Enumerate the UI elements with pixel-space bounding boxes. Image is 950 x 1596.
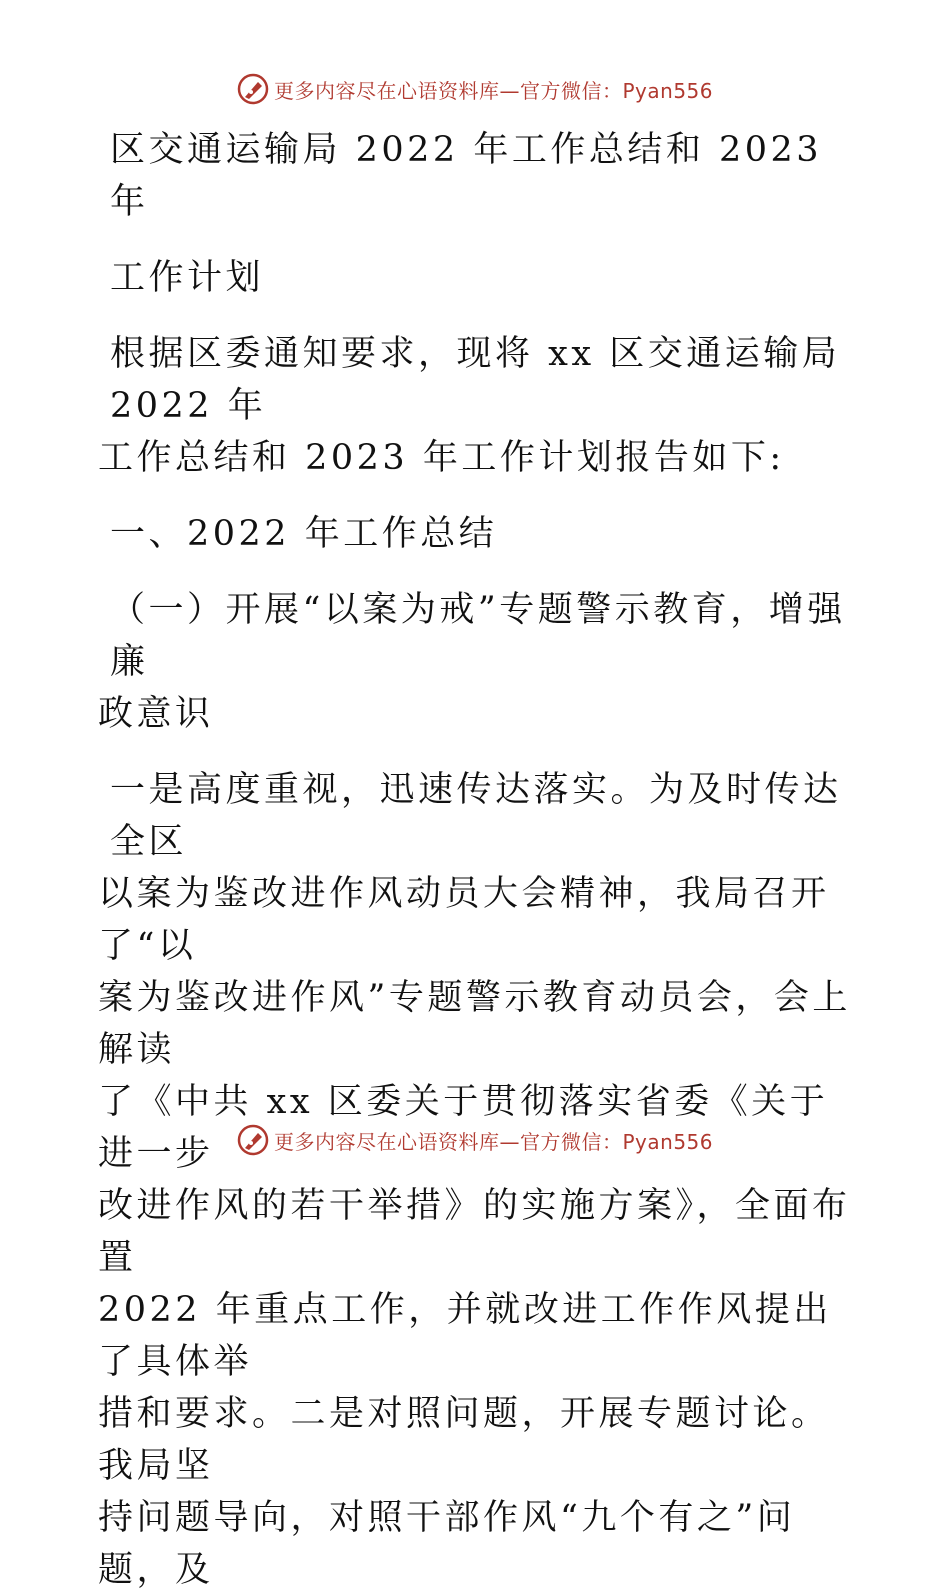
body-line: 了《中共 xx 区委关于贯彻落实省委《关于进一步: [98, 1082, 829, 1174]
doc-title: [98, 124, 858, 228]
pen-nib-seal-icon: [236, 72, 270, 106]
doc-title-line-1: 区交通运输局 2022 年工作总结和 2023 年: [110, 130, 823, 222]
watermark-text: 更多内容尽在心语资料库—官方微信：Pyan556: [274, 1129, 714, 1154]
body-line: 案为鉴改进作风”专题警示教育动员会，会上解读: [98, 978, 851, 1070]
body-line: 2022 年重点工作，并就改进工作作风提出了具体举: [98, 1290, 832, 1382]
intro-line: 根据区委通知要求，现将 xx 区交通运输局 2022 年: [110, 334, 841, 426]
body-line: 持问题导向，对照干部作风“九个有之”问题，及: [98, 1498, 796, 1590]
document-body: [98, 124, 858, 1596]
body-line: 措和要求。二是对照问题，开展专题讨论。我局坚: [98, 1394, 830, 1486]
subsection-heading: [98, 584, 858, 740]
subsection-line: 政意识: [98, 694, 214, 734]
doc-title-line-2: 工作计划: [110, 258, 265, 298]
section-heading-text: 一、2022 年工作总结: [110, 514, 498, 554]
watermark-footer: [236, 1123, 713, 1157]
body-line: 以案为鉴改进作风动员大会精神，我局召开了“以: [98, 874, 830, 966]
watermark-header: [236, 72, 713, 106]
body-line: 一是高度重视，迅速传达落实。为及时传达全区: [110, 770, 842, 862]
section-heading: [98, 508, 858, 560]
body-paragraph: [98, 764, 858, 1596]
intro-paragraph: [98, 328, 858, 484]
intro-line: 工作总结和 2023 年工作计划报告如下:: [98, 438, 785, 478]
pen-nib-seal-icon: [236, 1123, 270, 1157]
body-line: 改进作风的若干举措》的实施方案》，全面布置: [98, 1186, 851, 1278]
subsection-line: （一）开展“以案为戒”专题警示教育，增强廉: [110, 590, 846, 682]
watermark-text: 更多内容尽在心语资料库—官方微信：Pyan556: [274, 78, 714, 103]
doc-title-cont: [98, 252, 858, 304]
